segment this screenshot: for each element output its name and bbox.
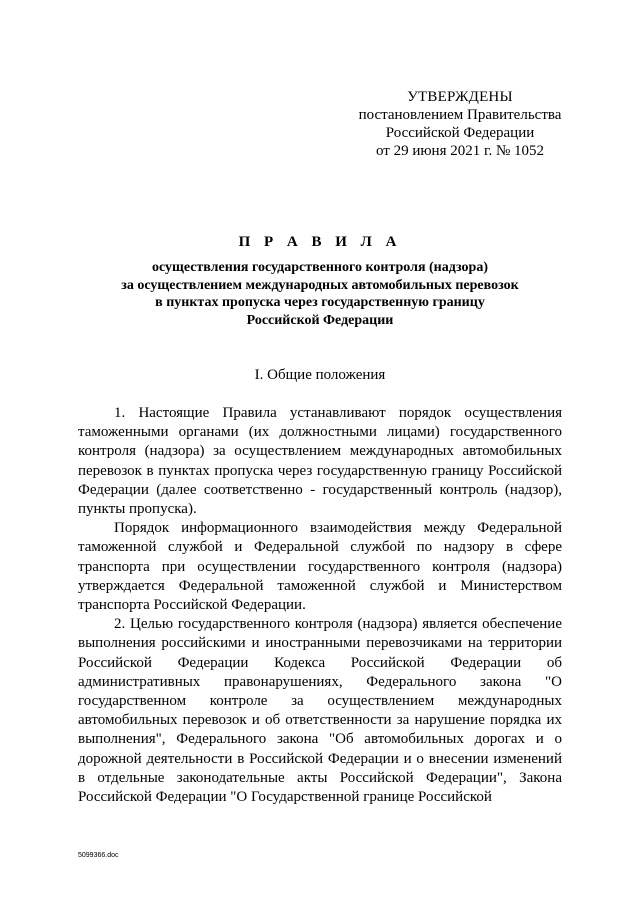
approval-line-2: Российской Федерации xyxy=(385,125,535,141)
document-subtitle-line-4: Российской Федерации xyxy=(246,312,394,328)
document-title: П Р А В И Л А xyxy=(238,234,402,250)
approval-line-3: от 29 июня 2021 г. № 1052 xyxy=(375,143,545,159)
approval-line-1: постановлением Правительства xyxy=(358,107,562,123)
paragraph-2: Порядок информационного взаимодействия между Федеральной таможенной службой и Федеральной службой по надзору в сфере транспорта при осуществлении государственного контроля (надзора) утверждается Федеральной таможенной службой и Министерством транспорта Российской Федерации. xyxy=(78,520,562,614)
document-subtitle-line-2: за осуществлением международных автомобильных перевозок xyxy=(121,277,519,293)
file-code: 5099366.doc xyxy=(78,852,119,859)
paragraph-1: 1. Настоящие Правила устанавливают порядок осуществления таможенными органами (их должностными лицами) государственного контроля (надзора) за осуществлением международных автомобильных перевозок в пунктах пропуска через государственную границу Российской Федерации (далее соответственно - государственный контроль (надзор), пункты пропуска). xyxy=(78,405,562,518)
section-heading: I. Общие положения xyxy=(254,367,386,383)
document-subtitle-line-1: осуществления государственного контроля (надзора) xyxy=(151,260,488,275)
approval-stamp xyxy=(330,88,590,160)
document-title-block xyxy=(80,234,560,329)
document-subtitle-line-3: в пунктах пропуска через государственную границу xyxy=(155,295,485,310)
approval-title: УТВЕРЖДЕНЫ xyxy=(407,89,513,105)
paragraph-3: 2. Целью государственного контроля (надзора) является обеспечение выполнения российскими и иностранными перевозчиками на территории Российской Федерации Кодекса Российской Федерации об административных правонарушениях, Федерального закона "О государственном контроле за осуществлением международных автомобильных перевозок и об ответственности за нарушение порядка их выполнения", Федерального закона "Об автомобильных дорогах и о дорожной деятельности в Российской Федерации и о внесении изменений в отдельные законодательные акты Российской Федерации", Закона Российской Федерации "О Государственной границе Российской xyxy=(78,616,562,806)
document-body xyxy=(78,404,562,807)
